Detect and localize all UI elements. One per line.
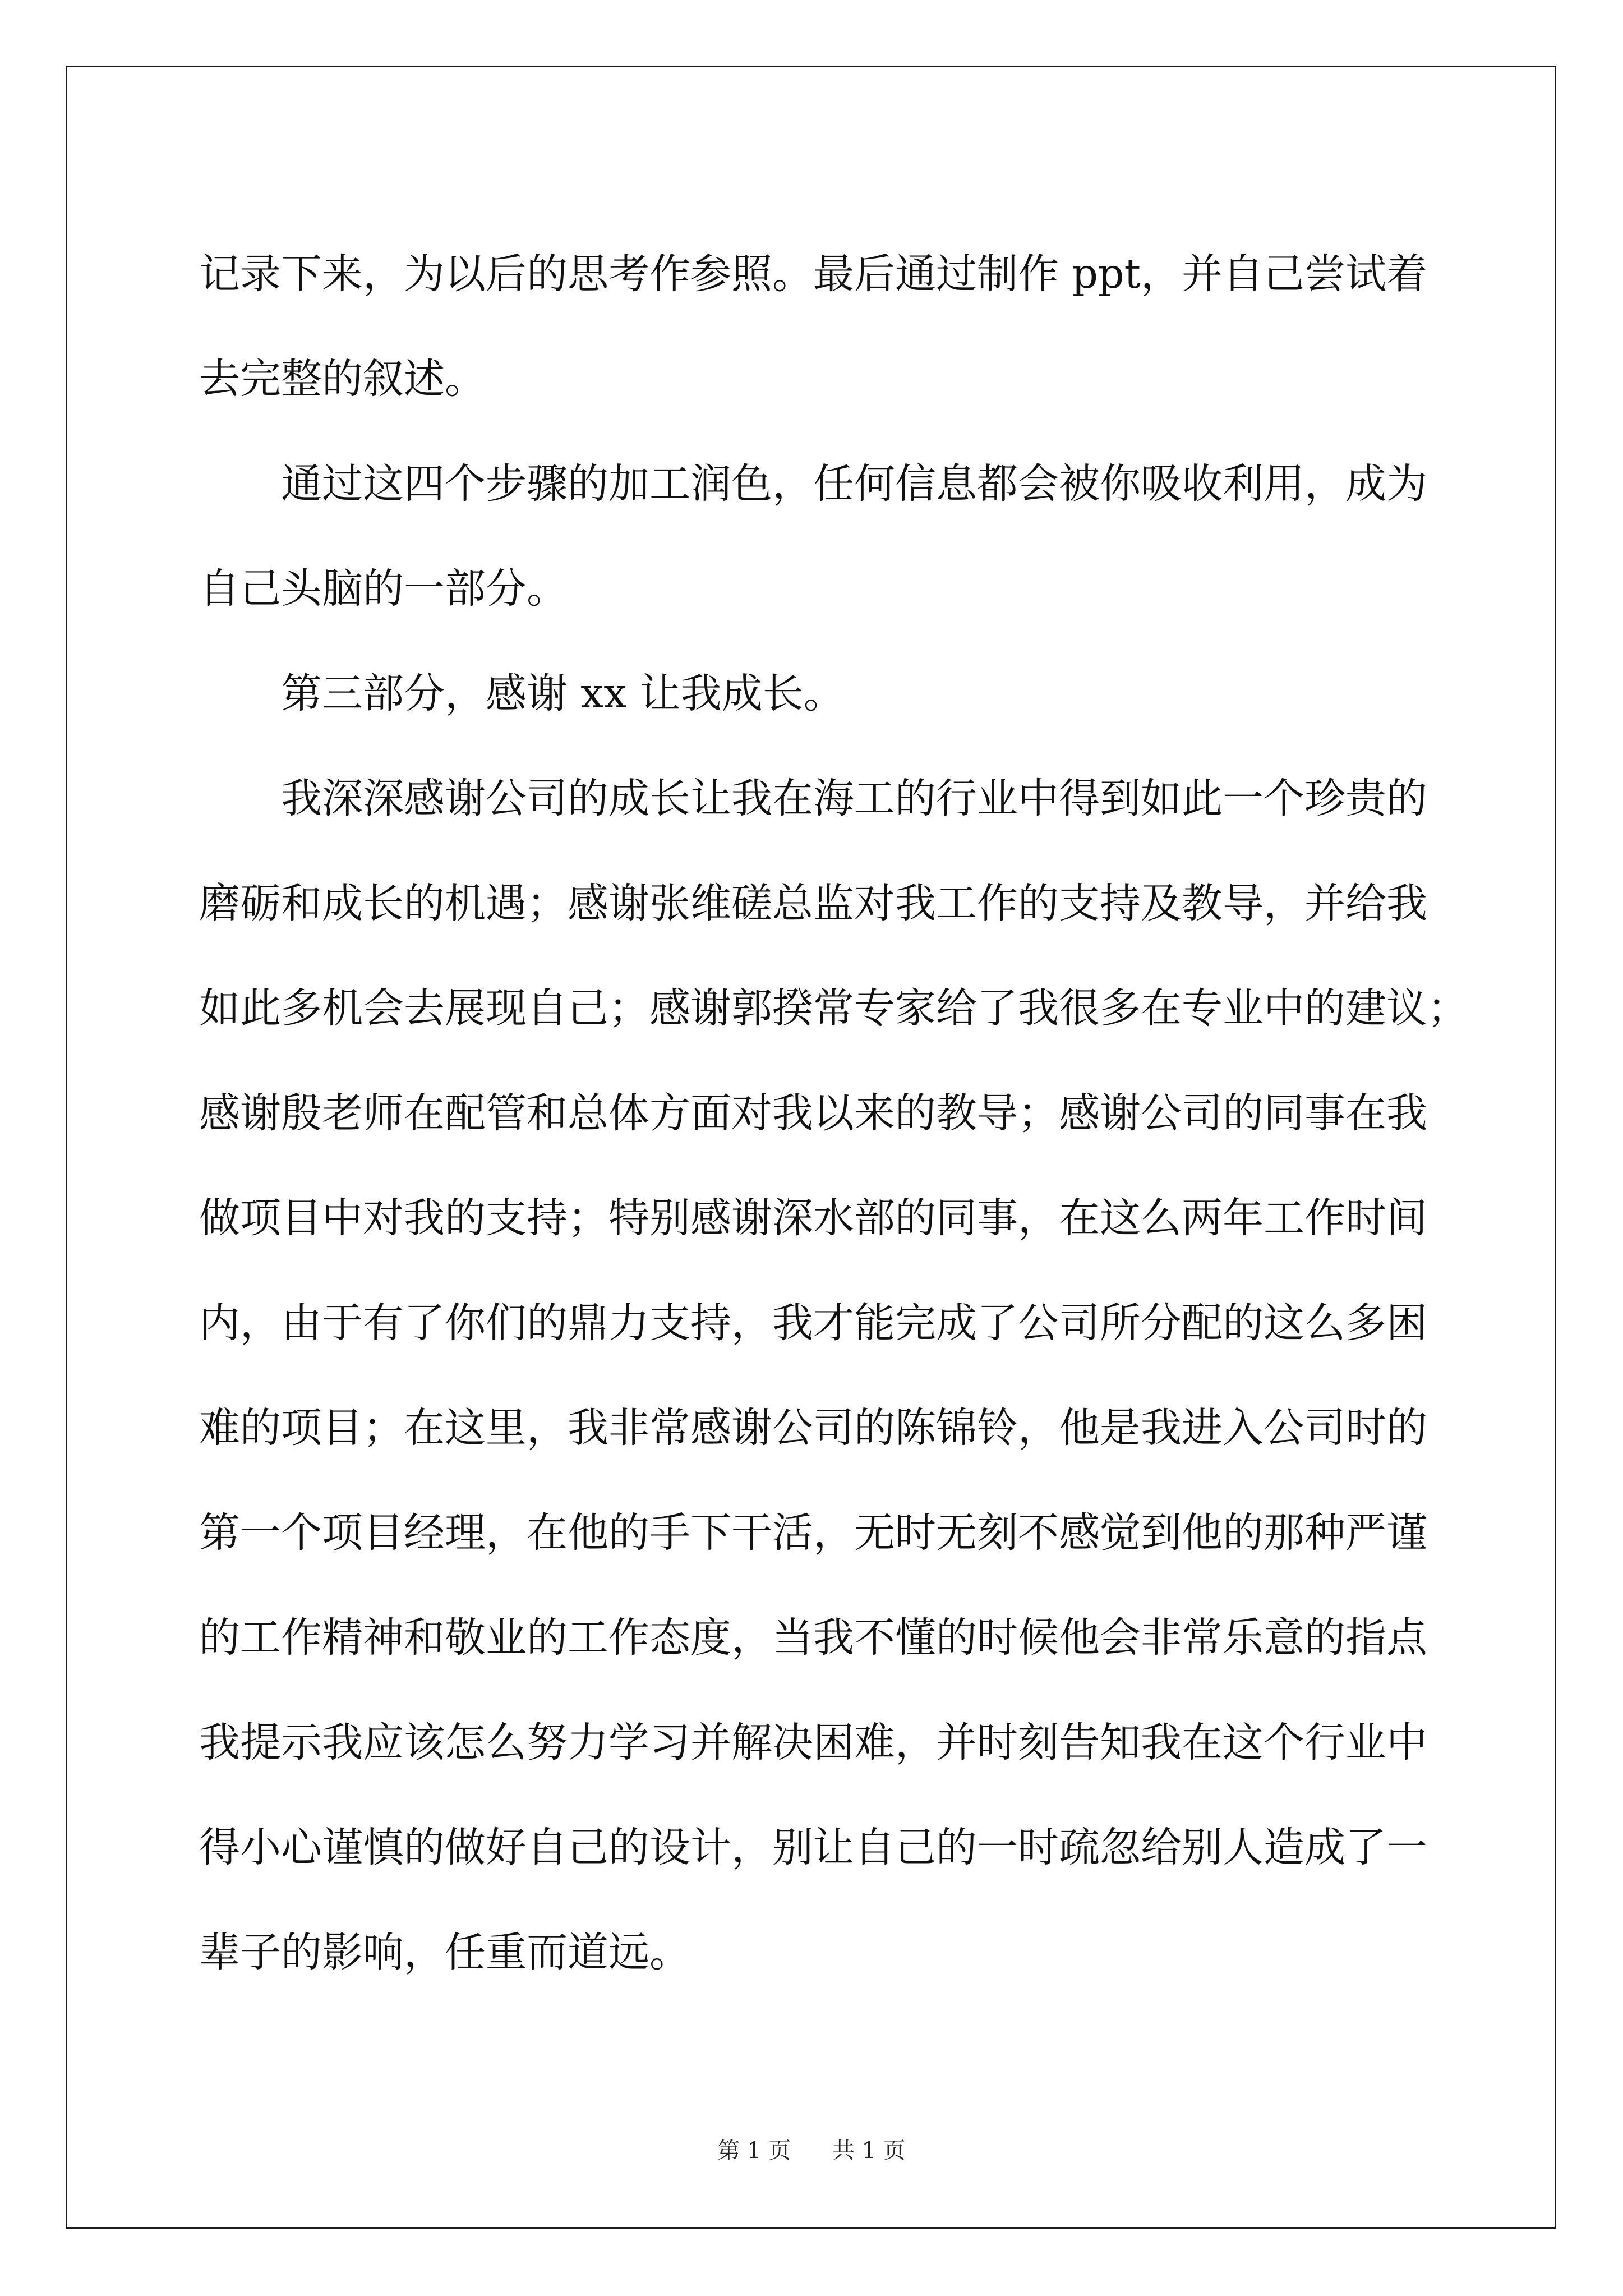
page-number: 第 1 页 (717, 2138, 791, 2164)
text-line: 记录下来，为以后的思考作参照。最后通过制作 ppt，并自己尝试着 (199, 250, 1427, 298)
text-line: 磨砺和成长的机遇；感谢张维磋总监对我工作的支持及教导，并给我 (199, 880, 1427, 927)
paragraph-first-line: 通过这四个步骤的加工润色，任何信息都会被你吸收利用，成为 (281, 460, 1427, 508)
document-body (199, 222, 1468, 2005)
page-footer (0, 2137, 1623, 2164)
page-total: 共 1 页 (832, 2138, 906, 2164)
text-line: 如此多机会去展现自己；感谢郭揆常专家给了我很多在专业中的建议； (199, 984, 1468, 1032)
text-line: 得小心谨慎的做好自己的设计，别让自己的一时疏忽给别人造成了一 (199, 1824, 1427, 1871)
text-line: 辈子的影响，任重而道远。 (199, 1929, 690, 1976)
text-line: 的工作精神和敬业的工作态度，当我不懂的时候他会非常乐意的指点 (199, 1614, 1427, 1662)
text-line: 去完整的叙述。 (199, 355, 486, 403)
text-line: 内，由于有了你们的鼎力支持，我才能完成了公司所分配的这么多困 (199, 1299, 1427, 1347)
text-line: 做项目中对我的支持；特别感谢深水部的同事，在这么两年工作时间 (199, 1194, 1427, 1242)
text-line: 我提示我应该怎么努力学习并解决困难，并时刻告知我在这个行业中 (199, 1719, 1427, 1766)
text-line: 第一个项目经理，在他的手下干活，无时无刻不感觉到他的那种严谨 (199, 1509, 1427, 1557)
paragraph-first-line: 我深深感谢公司的成长让我在海工的行业中得到如此一个珍贵的 (281, 775, 1427, 822)
text-line: 感谢殷老师在配管和总体方面对我以来的教导；感谢公司的同事在我 (199, 1089, 1427, 1137)
text-line: 难的项目；在这里，我非常感谢公司的陈锦铃，他是我进入公司时的 (199, 1404, 1427, 1452)
section-heading: 第三部分，感谢 xx 让我成长。 (281, 670, 845, 717)
text-line: 自己头脑的一部分。 (199, 565, 568, 613)
